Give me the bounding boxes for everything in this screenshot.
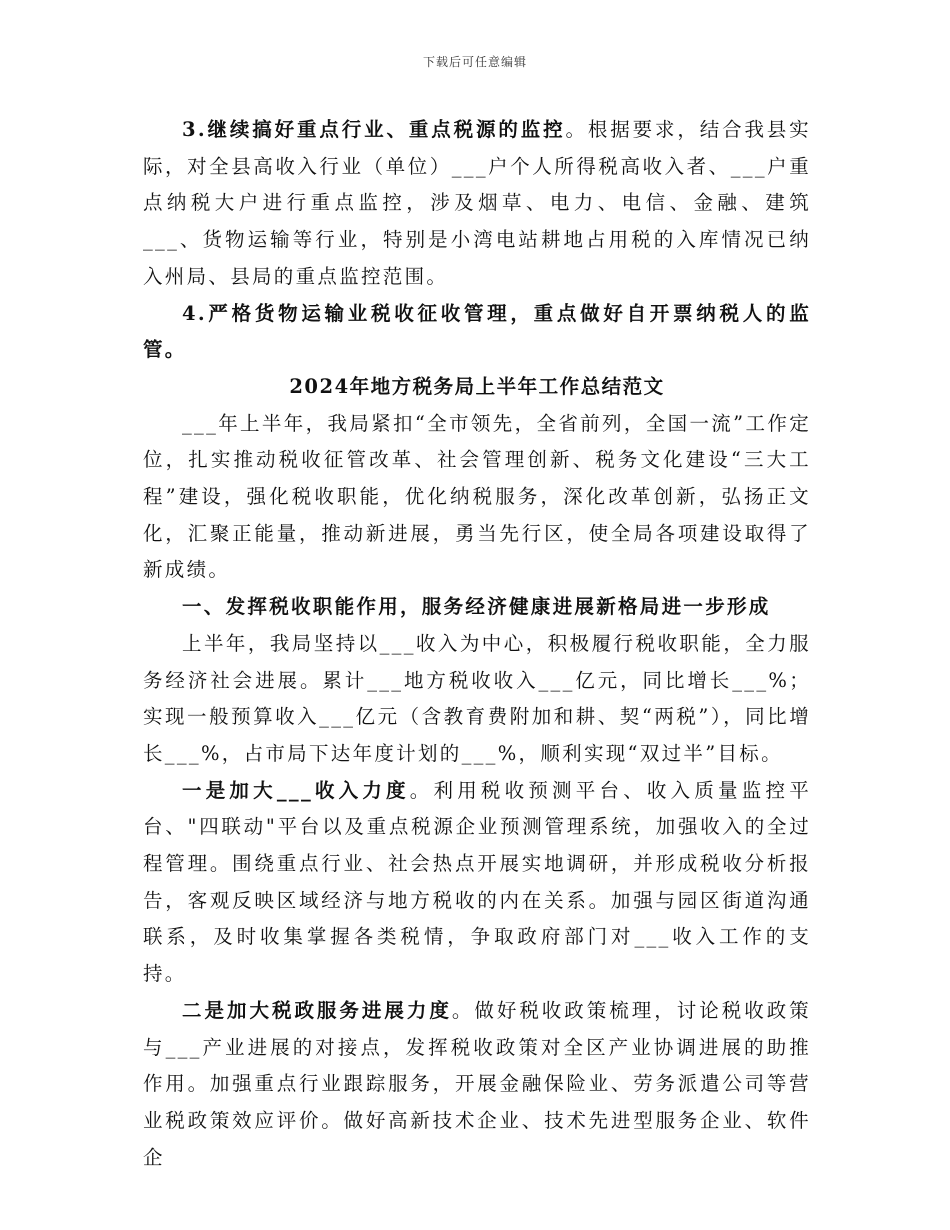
- section-1-paragraph-text: 上半年，我局坚持以___收入为中心，积极履行税收职能，全力服务经济社会进展。累计___地方税收收入___亿元，同比增长___%；实现一般预算收入___亿元（含教育费附加和耕、契“两税”），同比增长___%，占市局下达年度计划的___%，顺利实现“双过半”目标。: [143, 631, 811, 765]
- paragraph-4: [143, 296, 811, 369]
- page-header-note: 下载后可任意编辑: [422, 55, 527, 69]
- item-two-lead: 二是加大税政服务进展力度: [182, 998, 452, 1022]
- paragraph-3-lead: 3.继续搞好重点行业、重点税源的监控: [182, 118, 566, 141]
- intro-paragraph-text: ___年上半年，我局紧扣“全市领先，全省前列，全国一流”工作定位，扎实推动税收征管改革、社会管理创新、税务文化建设“三大工程”建设，强化税收职能，优化纳税服务，深化改革创新，弘扬正文化，汇聚正能量，推动新进展，勇当先行区，使全局各项建设取得了新成绩。: [143, 411, 811, 582]
- section-heading-1-text: 一、发挥税收职能作用，服务经济健康进展新格局进一步形成: [182, 595, 771, 619]
- item-one-text: 。利用税收预测平台、收入质量监控平台、"四联动"平台以及重点税源企业预测管理系统，加强收入的全过程管理。围绕重点行业、社会热点开展实地调研，并形成税收分析报告，客观反映区域经济与地方税收的内在关系。加强与园区街道沟通联系，及时收集掌握各类税情，争取政府部门对___收入工作的支持。: [143, 778, 812, 986]
- document-body: [143, 112, 811, 1176]
- item-two-paragraph: [143, 993, 811, 1177]
- item-one-paragraph: [143, 773, 811, 993]
- intro-paragraph: [143, 406, 811, 590]
- document-title: 2024年地方税务局上半年工作总结范文: [289, 374, 665, 398]
- item-one-lead: 一是加大___收入力度: [182, 778, 410, 802]
- paragraph-3: [143, 112, 811, 296]
- paragraph-3-text: 。根据要求，结合我县实际，对全县高收入行业（单位）___户个人所得税高收入者、___户重点纳税大户进行重点监控，涉及烟草、电力、电信、金融、建筑___、货物运输等行业，特别是小湾电站耕地占用税的入库情况已纳入州局、县局的重点监控范围。: [143, 118, 811, 288]
- item-two-text: 。做好税收政策梳理，讨论税收政策与___产业进展的对接点，发挥税收政策对全区产业协调进展的助推作用。加强重点行业跟踪服务，开展金融保险业、劳务派遣公司等营业税政策效应评价。做好高新技术企业、技术先进型服务企业、软件企: [143, 998, 811, 1169]
- paragraph-4-lead: 4.严格货物运输业税收征收管理，重点做好自开票纳税人的监管。: [143, 301, 811, 362]
- section-1-paragraph: [143, 626, 811, 773]
- section-heading-1: [143, 589, 811, 626]
